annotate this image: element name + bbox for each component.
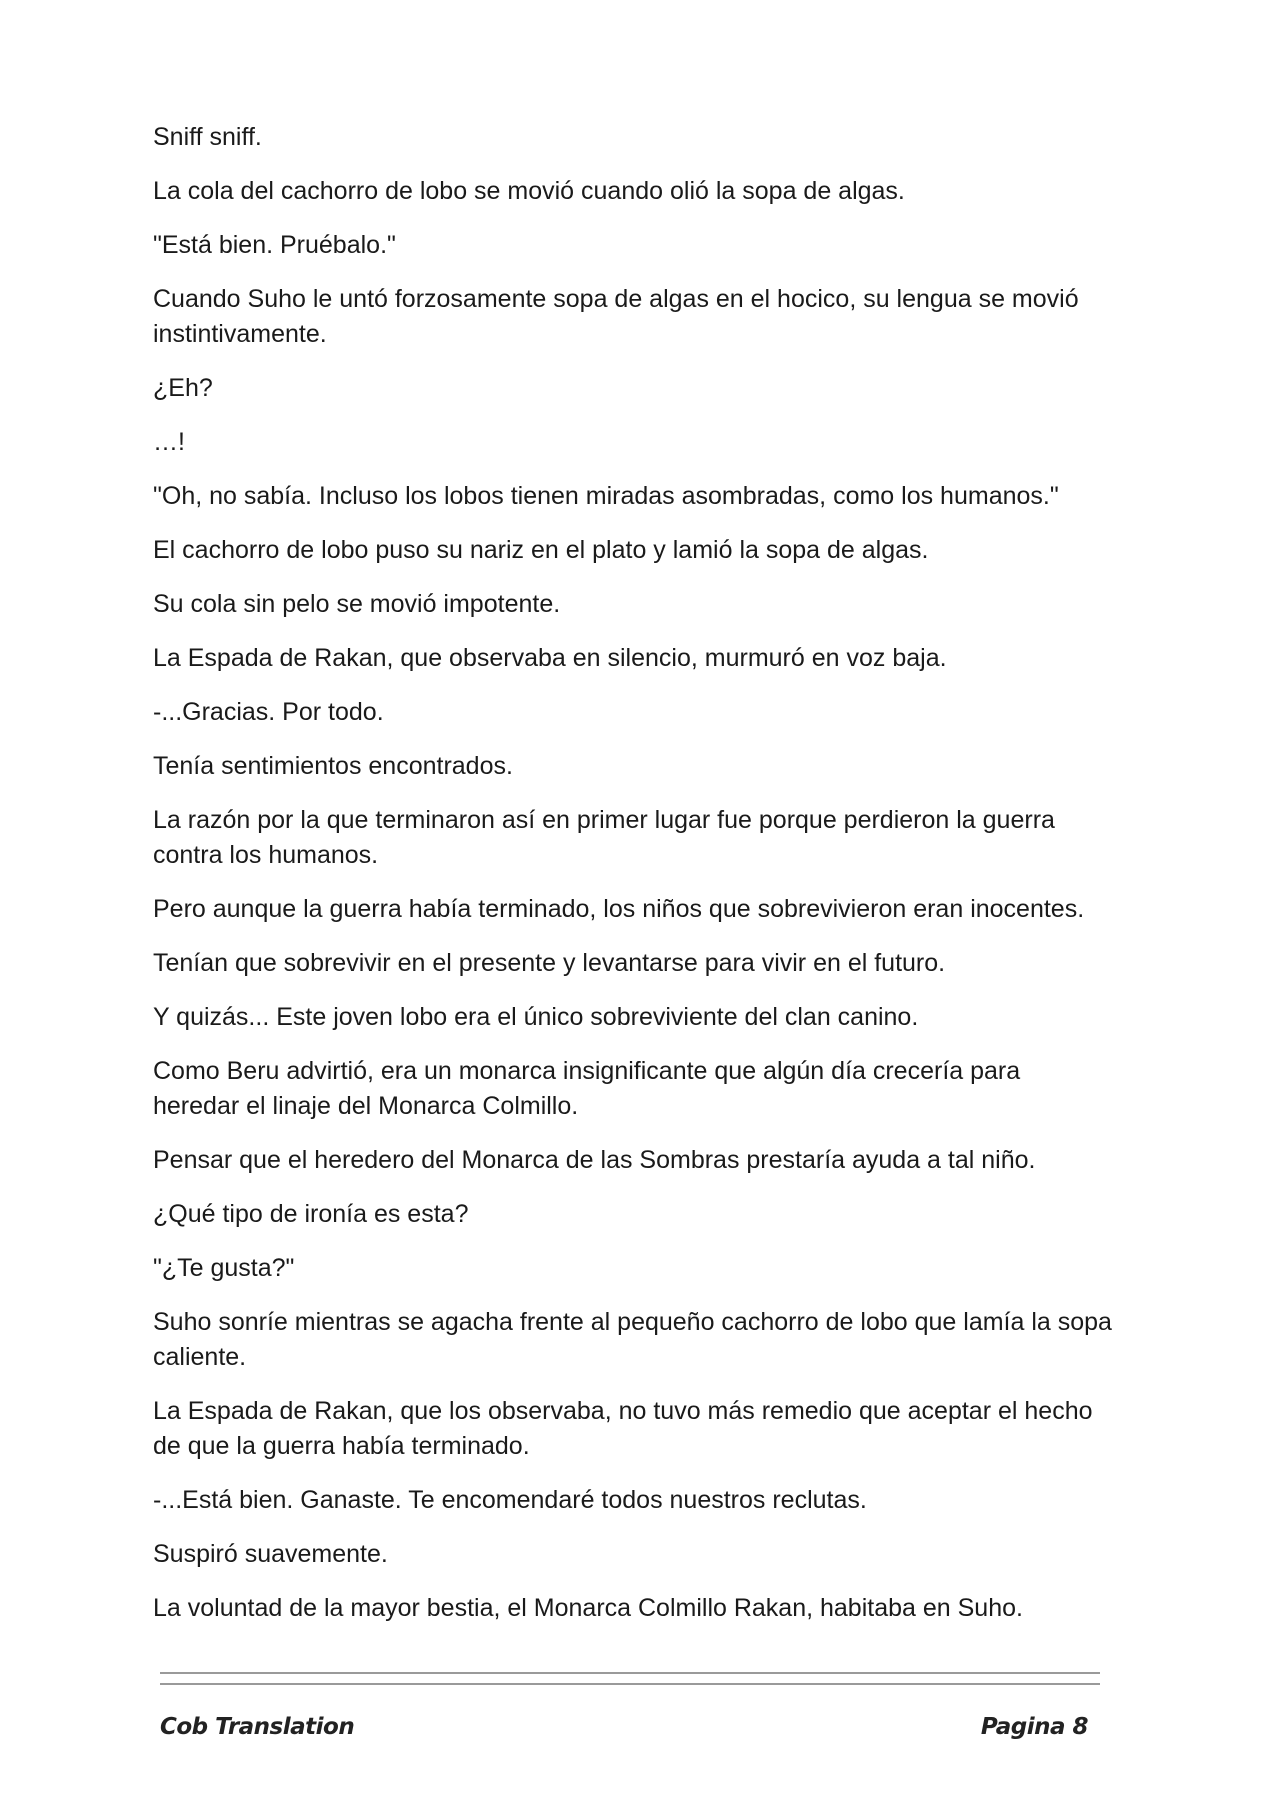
paragraph: El cachorro de lobo puso su nariz en el plato y lamió la sopa de algas. <box>153 536 929 564</box>
paragraph: Tenía sentimientos encontrados. <box>153 752 513 780</box>
paragraph: "¿Te gusta?" <box>153 1254 295 1282</box>
paragraph: Su cola sin pelo se movió impotente. <box>153 590 561 618</box>
paragraph: ¿Qué tipo de ironía es esta? <box>153 1200 469 1228</box>
paragraph: Pero aunque la guerra había terminado, los niños que sobrevivieron eran inocentes. <box>153 895 1085 923</box>
paragraph: La Espada de Rakan, que los observaba, no tuvo más remedio que aceptar el hecho de que la guerra había terminado. <box>153 1397 1093 1460</box>
paragraph: -...Está bien. Ganaste. Te encomendaré todos nuestros reclutas. <box>153 1486 867 1514</box>
paragraph: La cola del cachorro de lobo se movió cuando olió la sopa de algas. <box>153 177 905 205</box>
paragraph: …! <box>153 428 185 456</box>
footer-divider-bottom <box>160 1683 1100 1685</box>
paragraph: Pensar que el heredero del Monarca de las Sombras prestaría ayuda a tal niño. <box>153 1146 1036 1174</box>
paragraph: La razón por la que terminaron así en primer lugar fue porque perdieron la guerra contra los humanos. <box>153 806 1055 869</box>
paragraph: Tenían que sobrevivir en el presente y levantarse para vivir en el futuro. <box>153 949 946 977</box>
paragraph: "Oh, no sabía. Incluso los lobos tienen miradas asombradas, como los humanos." <box>153 482 1059 510</box>
paragraph: Suho sonríe mientras se agacha frente al pequeño cachorro de lobo que lamía la sopa caliente. <box>153 1308 1112 1371</box>
paragraph: -...Gracias. Por todo. <box>153 698 384 726</box>
paragraph: Y quizás... Este joven lobo era el único sobreviviente del clan canino. <box>153 1003 919 1031</box>
paragraph: "Está bien. Pruébalo." <box>153 231 396 259</box>
paragraph: Cuando Suho le untó forzosamente sopa de algas en el hocico, su lengua se movió instintivamente. <box>153 285 1079 348</box>
body-text <box>153 120 1113 1645</box>
footer-divider-top <box>160 1672 1100 1674</box>
paragraph: Sniff sniff. <box>153 123 262 151</box>
footer-page-number: Pagina 8 <box>980 1714 1088 1740</box>
footer-translator-credit: Cob Translation <box>160 1714 355 1740</box>
paragraph: Suspiró suavemente. <box>153 1540 388 1568</box>
paragraph: ¿Eh? <box>153 374 213 402</box>
paragraph: Como Beru advirtió, era un monarca insignificante que algún día crecería para heredar el linaje del Monarca Colmillo. <box>153 1057 1021 1120</box>
paragraph: La voluntad de la mayor bestia, el Monarca Colmillo Rakan, habitaba en Suho. <box>153 1594 1023 1622</box>
paragraph: La Espada de Rakan, que observaba en silencio, murmuró en voz baja. <box>153 644 947 672</box>
